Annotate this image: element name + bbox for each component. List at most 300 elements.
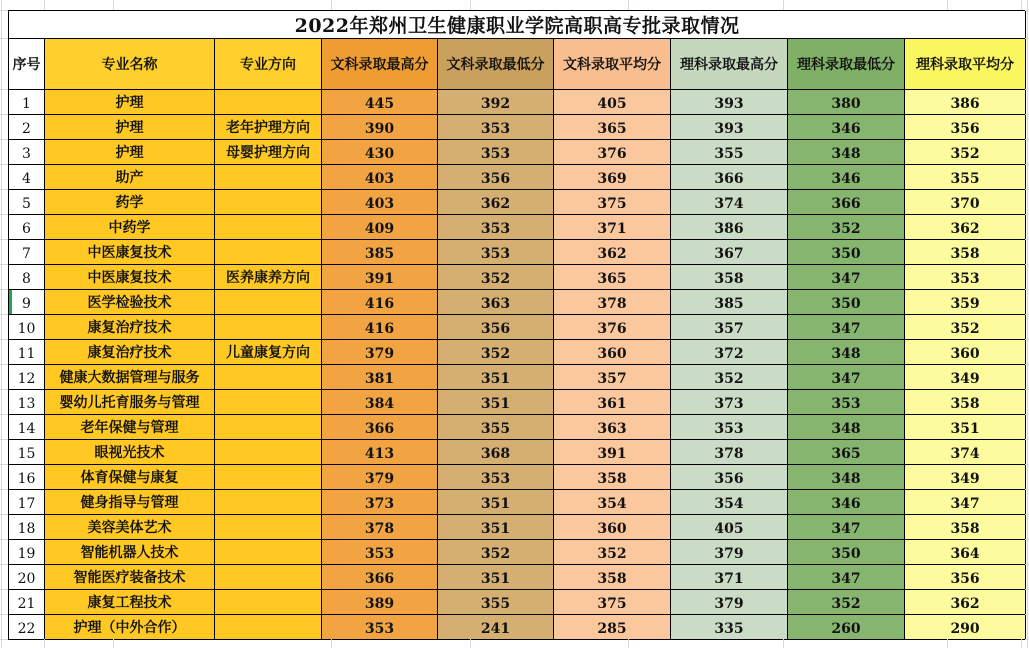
cell[interactable]: 352 (788, 590, 905, 615)
table-row (9, 590, 1026, 615)
sheet-gridline (1025, 589, 1029, 590)
cell[interactable]: 356 (905, 565, 1026, 590)
admission-scores-table (8, 10, 1026, 640)
cell[interactable]: 347 (788, 265, 905, 290)
cell[interactable]: 护理 (45, 90, 215, 115)
cell[interactable]: 356 (905, 115, 1026, 140)
sheet-gridline (44, 0, 45, 10)
cell[interactable]: 13 (9, 390, 45, 415)
cell[interactable]: 260 (788, 615, 905, 640)
cell[interactable]: 351 (905, 415, 1026, 440)
cell[interactable]: 379 (671, 590, 788, 615)
cell[interactable]: 352 (554, 540, 671, 565)
cell[interactable]: 285 (554, 615, 671, 640)
sheet-gridline (0, 589, 8, 590)
cell[interactable]: 中医康复技术 (45, 265, 215, 290)
col-header-arts-max[interactable]: 文科录取最高分 (322, 39, 438, 90)
sheet-gridline (0, 239, 8, 240)
cell[interactable]: 7 (9, 240, 45, 265)
cell[interactable] (215, 90, 322, 115)
sheet-gridline (783, 639, 784, 648)
cell[interactable]: 352 (905, 140, 1026, 165)
sheet-gridline (0, 189, 8, 190)
cell[interactable]: 358 (554, 565, 671, 590)
cell[interactable]: 护理 (45, 115, 215, 140)
cell[interactable] (215, 215, 322, 240)
cell[interactable]: 健康大数据管理与服务 (45, 365, 215, 390)
sheet-gridline (628, 639, 629, 648)
table-title-row (9, 11, 1026, 39)
sheet-gridline (0, 614, 8, 615)
cell[interactable]: 健身指导与管理 (45, 490, 215, 515)
cell[interactable]: 360 (554, 515, 671, 540)
sheet-gridline (0, 564, 8, 565)
table-row (9, 315, 1026, 340)
table-row (9, 390, 1026, 415)
sheet-gridline (628, 0, 629, 10)
cell[interactable]: 355 (671, 140, 788, 165)
cell[interactable]: 18 (9, 515, 45, 540)
sheet-gridline (1025, 514, 1029, 515)
sheet-gridline (0, 314, 8, 315)
sheet-gridline (783, 0, 784, 10)
cell[interactable]: 416 (322, 315, 438, 340)
cell[interactable]: 347 (788, 565, 905, 590)
cell[interactable] (215, 615, 322, 640)
cell[interactable]: 353 (438, 215, 554, 240)
cell[interactable]: 346 (788, 165, 905, 190)
cell[interactable]: 366 (322, 415, 438, 440)
sheet-gridline (1025, 464, 1029, 465)
cell[interactable]: 353 (671, 415, 788, 440)
cell[interactable]: 369 (554, 165, 671, 190)
sheet-gridline (0, 639, 8, 640)
cell[interactable]: 403 (322, 190, 438, 215)
cell[interactable]: 413 (322, 440, 438, 465)
cell[interactable]: 359 (905, 290, 1026, 315)
cell[interactable]: 16 (9, 465, 45, 490)
sheet-gridline (1021, 0, 1022, 10)
sheet-gridline (0, 389, 8, 390)
cell[interactable]: 365 (554, 115, 671, 140)
table-row (9, 240, 1026, 265)
cell[interactable]: 351 (438, 390, 554, 415)
cell[interactable]: 370 (905, 190, 1026, 215)
cell[interactable]: 12 (9, 365, 45, 390)
cell[interactable]: 351 (438, 565, 554, 590)
table-row (9, 365, 1026, 390)
cell[interactable]: 4 (9, 165, 45, 190)
cell[interactable]: 354 (554, 490, 671, 515)
cell-selection-marker (9, 290, 12, 314)
cell[interactable]: 379 (322, 465, 438, 490)
cell[interactable]: 353 (905, 265, 1026, 290)
cell[interactable]: 母婴护理方向 (215, 140, 322, 165)
sheet-gridline (1021, 639, 1022, 648)
table-header-row (9, 39, 1026, 90)
cell[interactable]: 6 (9, 215, 45, 240)
cell[interactable]: 352 (671, 365, 788, 390)
cell[interactable]: 护理（中外合作） (45, 615, 215, 640)
cell[interactable]: 353 (322, 540, 438, 565)
cell[interactable]: 350 (788, 240, 905, 265)
table-row (9, 565, 1026, 590)
sheet-gridline (0, 38, 8, 39)
cell[interactable]: 355 (438, 590, 554, 615)
cell[interactable]: 347 (788, 515, 905, 540)
cell[interactable]: 347 (788, 315, 905, 340)
cell[interactable]: 22 (9, 615, 45, 640)
sheet-gridline (0, 114, 8, 115)
sheet-gridline (1025, 639, 1029, 640)
cell[interactable] (215, 190, 322, 215)
cell[interactable]: 1 (9, 90, 45, 115)
cell[interactable]: 康复治疗技术 (45, 340, 215, 365)
cell[interactable]: 355 (438, 415, 554, 440)
table-row (9, 540, 1026, 565)
sheet-gridline (1027, 0, 1028, 648)
cell[interactable]: 375 (554, 190, 671, 215)
cell[interactable]: 14 (9, 415, 45, 440)
cell[interactable]: 8 (9, 265, 45, 290)
cell[interactable]: 美容美体艺术 (45, 515, 215, 540)
cell[interactable] (215, 415, 322, 440)
cell[interactable]: 358 (905, 390, 1026, 415)
cell[interactable]: 372 (671, 340, 788, 365)
sheet-gridline (470, 0, 471, 10)
table-row (9, 515, 1026, 540)
cell[interactable]: 346 (788, 490, 905, 515)
sheet-gridline (0, 514, 8, 515)
cell[interactable]: 中医康复技术 (45, 240, 215, 265)
cell[interactable]: 365 (788, 440, 905, 465)
cell[interactable]: 363 (438, 290, 554, 315)
cell[interactable]: 医养康养方向 (215, 265, 322, 290)
cell[interactable]: 335 (671, 615, 788, 640)
sheet-gridline (1025, 264, 1029, 265)
cell[interactable]: 351 (438, 490, 554, 515)
cell[interactable]: 381 (322, 365, 438, 390)
cell[interactable]: 409 (322, 215, 438, 240)
cell[interactable]: 353 (438, 115, 554, 140)
cell[interactable]: 348 (788, 465, 905, 490)
cell[interactable]: 康复治疗技术 (45, 315, 215, 340)
cell[interactable]: 353 (322, 615, 438, 640)
sheet-gridline (0, 414, 8, 415)
sheet-gridline (1025, 539, 1029, 540)
cell[interactable]: 352 (788, 215, 905, 240)
sheet-gridline (0, 164, 8, 165)
cell[interactable]: 349 (905, 465, 1026, 490)
cell[interactable] (215, 390, 322, 415)
cell[interactable]: 智能医疗装备技术 (45, 565, 215, 590)
table-row (9, 265, 1026, 290)
table-row (9, 115, 1026, 140)
cell[interactable]: 中药学 (45, 215, 215, 240)
cell[interactable] (215, 365, 322, 390)
sheet-gridline (331, 0, 332, 10)
cell[interactable]: 405 (554, 90, 671, 115)
cell[interactable]: 374 (905, 440, 1026, 465)
sheet-gridline (1025, 189, 1029, 190)
cell[interactable]: 348 (788, 340, 905, 365)
cell[interactable] (215, 590, 322, 615)
cell[interactable]: 352 (438, 265, 554, 290)
cell[interactable]: 373 (671, 390, 788, 415)
cell[interactable]: 241 (438, 615, 554, 640)
col-header-arts-min[interactable]: 文科录取最低分 (438, 39, 554, 90)
cell[interactable]: 357 (554, 365, 671, 390)
cell[interactable]: 365 (554, 265, 671, 290)
cell[interactable]: 353 (438, 140, 554, 165)
sheet-gridline (1025, 614, 1029, 615)
cell[interactable]: 349 (905, 365, 1026, 390)
cell[interactable]: 379 (322, 340, 438, 365)
cell[interactable]: 352 (905, 315, 1026, 340)
cell[interactable]: 405 (671, 515, 788, 540)
sheet-gridline (0, 289, 8, 290)
col-header-arts-avg[interactable]: 文科录取平均分 (554, 39, 671, 90)
table-title-cell[interactable]: 2022年郑州卫生健康职业学院高职高专批录取情况 (9, 11, 1026, 39)
table-row (9, 290, 1026, 315)
cell[interactable]: 11 (9, 340, 45, 365)
cell[interactable]: 346 (788, 115, 905, 140)
sheet-gridline (0, 364, 8, 365)
cell[interactable]: 371 (671, 565, 788, 590)
cell[interactable]: 403 (322, 165, 438, 190)
cell[interactable]: 362 (438, 190, 554, 215)
sheet-gridline (1025, 214, 1029, 215)
cell[interactable] (215, 490, 322, 515)
sheet-gridline (0, 489, 8, 490)
cell[interactable]: 2 (9, 115, 45, 140)
cell[interactable]: 371 (554, 215, 671, 240)
cell[interactable]: 378 (671, 440, 788, 465)
table-row (9, 340, 1026, 365)
cell[interactable]: 9 (9, 290, 45, 315)
cell[interactable]: 363 (554, 415, 671, 440)
col-header-science-max[interactable]: 理科录取最高分 (671, 39, 788, 90)
cell[interactable]: 391 (554, 440, 671, 465)
sheet-gridline (0, 339, 8, 340)
cell[interactable]: 儿童康复方向 (215, 340, 322, 365)
cell[interactable] (215, 165, 322, 190)
cell[interactable]: 358 (905, 240, 1026, 265)
sheet-gridline (44, 639, 45, 648)
cell[interactable]: 367 (671, 240, 788, 265)
cell[interactable]: 353 (788, 390, 905, 415)
table-row (9, 615, 1026, 640)
cell[interactable]: 357 (671, 315, 788, 340)
sheet-gridline (1025, 139, 1029, 140)
cell[interactable]: 医学检验技术 (45, 290, 215, 315)
cell[interactable]: 3 (9, 140, 45, 165)
sheet-gridline (0, 214, 8, 215)
table-row (9, 465, 1026, 490)
cell[interactable]: 10 (9, 315, 45, 340)
cell[interactable] (215, 315, 322, 340)
cell[interactable]: 386 (905, 90, 1026, 115)
cell[interactable] (215, 240, 322, 265)
cell[interactable]: 416 (322, 290, 438, 315)
sheet-gridline (1025, 414, 1029, 415)
cell[interactable]: 373 (322, 490, 438, 515)
cell[interactable]: 352 (438, 340, 554, 365)
cell[interactable]: 355 (905, 165, 1026, 190)
cell[interactable]: 康复工程技术 (45, 590, 215, 615)
cell[interactable]: 358 (554, 465, 671, 490)
sheet-gridline (1025, 389, 1029, 390)
cell[interactable]: 348 (788, 415, 905, 440)
sheet-gridline (0, 464, 8, 465)
table-row (9, 140, 1026, 165)
cell[interactable]: 389 (322, 590, 438, 615)
sheet-gridline (1025, 564, 1029, 565)
cell[interactable] (215, 290, 322, 315)
table-row (9, 415, 1026, 440)
cell[interactable]: 366 (788, 190, 905, 215)
cell[interactable]: 368 (438, 440, 554, 465)
sheet-gridline (1025, 364, 1029, 365)
sheet-gridline (1025, 314, 1029, 315)
sheet-gridline (0, 539, 8, 540)
sheet-gridline (0, 264, 8, 265)
sheet-gridline (947, 0, 948, 10)
cell[interactable]: 360 (905, 340, 1026, 365)
cell[interactable]: 356 (438, 165, 554, 190)
sheet-gridline (1025, 10, 1029, 11)
cell[interactable]: 药学 (45, 190, 215, 215)
cell[interactable] (215, 440, 322, 465)
cell[interactable]: 358 (671, 265, 788, 290)
cell[interactable]: 430 (322, 140, 438, 165)
cell[interactable] (215, 515, 322, 540)
cell[interactable]: 347 (788, 365, 905, 390)
cell[interactable]: 364 (905, 540, 1026, 565)
cell[interactable] (215, 540, 322, 565)
cell[interactable]: 350 (788, 540, 905, 565)
cell[interactable]: 362 (905, 590, 1026, 615)
cell[interactable]: 21 (9, 590, 45, 615)
cell[interactable]: 20 (9, 565, 45, 590)
cell[interactable]: 354 (671, 490, 788, 515)
col-header-major-name[interactable]: 专业名称 (45, 39, 215, 90)
cell[interactable]: 378 (554, 290, 671, 315)
cell[interactable]: 347 (905, 490, 1026, 515)
cell[interactable]: 290 (905, 615, 1026, 640)
sheet-gridline (0, 89, 8, 90)
cell[interactable]: 361 (554, 390, 671, 415)
cell[interactable]: 353 (438, 465, 554, 490)
cell[interactable]: 5 (9, 190, 45, 215)
table-row (9, 215, 1026, 240)
cell[interactable]: 380 (788, 90, 905, 115)
sheet-gridline (1025, 239, 1029, 240)
cell[interactable]: 351 (438, 515, 554, 540)
table-row (9, 490, 1026, 515)
cell[interactable]: 376 (554, 140, 671, 165)
cell[interactable]: 老年护理方向 (215, 115, 322, 140)
table-row (9, 440, 1026, 465)
cell[interactable]: 392 (438, 90, 554, 115)
sheet-gridline (0, 139, 8, 140)
cell[interactable]: 体育保健与康复 (45, 465, 215, 490)
sheet-gridline (1, 0, 2, 648)
col-header-science-avg[interactable]: 理科录取平均分 (905, 39, 1026, 90)
col-header-index[interactable]: 序号 (9, 39, 45, 90)
cell[interactable]: 19 (9, 540, 45, 565)
table-row (9, 90, 1026, 115)
sheet-gridline (0, 10, 8, 11)
table-body (9, 90, 1026, 640)
cell[interactable]: 352 (438, 540, 554, 565)
cell[interactable]: 护理 (45, 140, 215, 165)
cell[interactable]: 376 (554, 315, 671, 340)
cell[interactable]: 378 (322, 515, 438, 540)
cell[interactable]: 445 (322, 90, 438, 115)
cell[interactable]: 384 (322, 390, 438, 415)
cell[interactable]: 374 (671, 190, 788, 215)
cell[interactable] (215, 465, 322, 490)
cell[interactable]: 362 (905, 215, 1026, 240)
cell[interactable]: 360 (554, 340, 671, 365)
cell[interactable]: 386 (671, 215, 788, 240)
cell[interactable]: 17 (9, 490, 45, 515)
cell[interactable]: 390 (322, 115, 438, 140)
cell[interactable]: 助产 (45, 165, 215, 190)
cell[interactable]: 393 (671, 115, 788, 140)
cell[interactable]: 老年保健与管理 (45, 415, 215, 440)
cell[interactable]: 351 (438, 365, 554, 390)
cell[interactable]: 356 (671, 465, 788, 490)
cell[interactable]: 358 (905, 515, 1026, 540)
sheet-gridline (0, 439, 8, 440)
cell[interactable]: 375 (554, 590, 671, 615)
sheet-gridline (1025, 439, 1029, 440)
sheet-gridline (947, 639, 948, 648)
cell[interactable]: 智能机器人技术 (45, 540, 215, 565)
sheet-gridline (1025, 38, 1029, 39)
cell[interactable]: 385 (322, 240, 438, 265)
cell[interactable]: 婴幼儿托育服务与管理 (45, 390, 215, 415)
sheet-gridline (331, 639, 332, 648)
cell[interactable]: 391 (322, 265, 438, 290)
table-row (9, 190, 1026, 215)
cell[interactable]: 366 (322, 565, 438, 590)
cell[interactable]: 366 (671, 165, 788, 190)
cell[interactable] (215, 565, 322, 590)
sheet-gridline (470, 639, 471, 648)
sheet-gridline (113, 639, 114, 648)
col-header-science-min[interactable]: 理科录取最低分 (788, 39, 905, 90)
cell[interactable]: 385 (671, 290, 788, 315)
cell[interactable]: 362 (554, 240, 671, 265)
sheet-gridline (1025, 489, 1029, 490)
cell[interactable]: 眼视光技术 (45, 440, 215, 465)
col-header-major-direction[interactable]: 专业方向 (215, 39, 322, 90)
sheet-gridline (1025, 339, 1029, 340)
sheet-gridline (1025, 114, 1029, 115)
cell[interactable]: 350 (788, 290, 905, 315)
cell[interactable]: 353 (438, 240, 554, 265)
sheet-gridline (113, 0, 114, 10)
cell[interactable]: 379 (671, 540, 788, 565)
table-row (9, 165, 1026, 190)
cell[interactable]: 356 (438, 315, 554, 340)
cell[interactable]: 15 (9, 440, 45, 465)
cell[interactable]: 348 (788, 140, 905, 165)
cell[interactable]: 393 (671, 90, 788, 115)
